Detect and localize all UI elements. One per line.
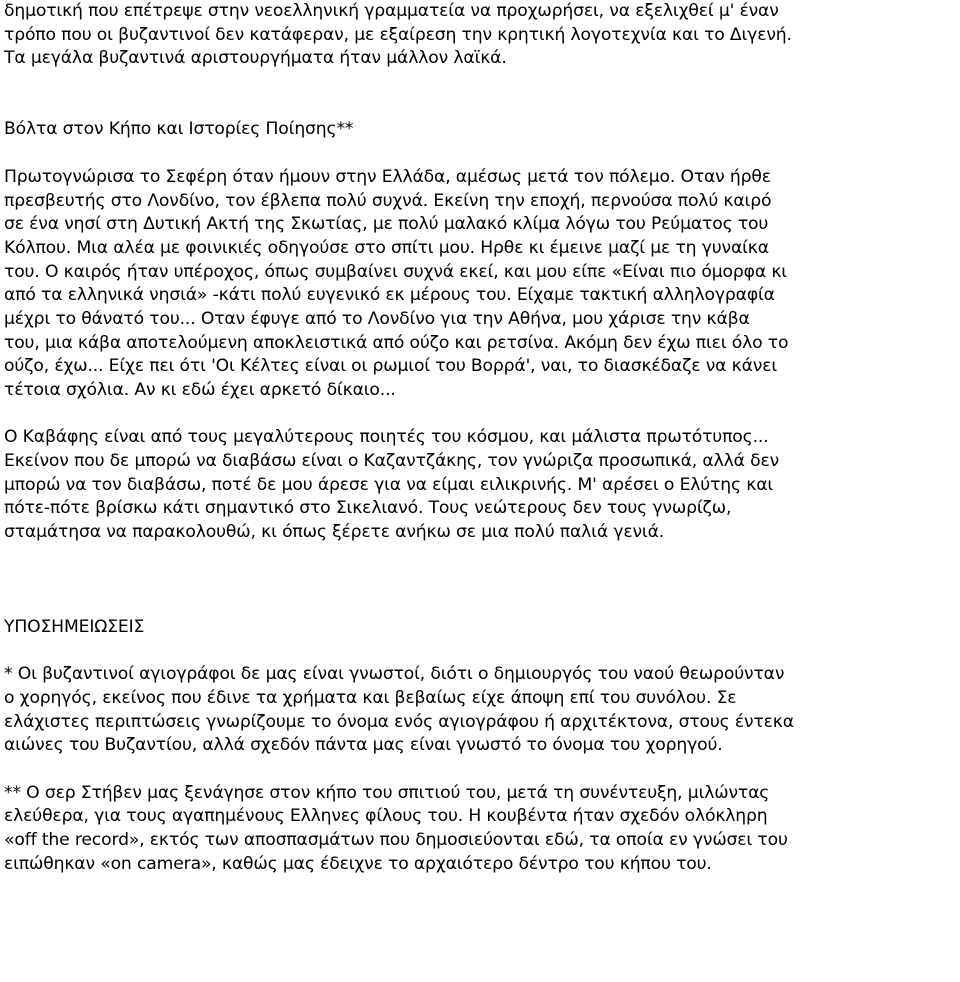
spacer <box>4 640 956 664</box>
text-line: πρεσβευτής στο Λονδίνο, τον έβλεπα πολύ συχνά. Εκείνη την εποχή, περνούσα πολύ καιρό <box>4 190 772 211</box>
spacer <box>4 403 956 427</box>
seferis-paragraph <box>4 166 956 403</box>
text-line: Κόλπου. Μια αλέα με φοινικιές οδηγούσε στο σπίτι μου. Ηρθε κι έμεινε μαζί με τη γυναίκα <box>4 237 769 258</box>
document-page <box>4 0 956 876</box>
text-line: τέτοια σχόλια. Αν κι εδώ έχει αρκετό δίκαιο... <box>4 380 396 401</box>
spacer <box>4 758 956 782</box>
intro-paragraph-tail <box>4 0 956 71</box>
spacer <box>4 71 956 118</box>
text-line: μέχρι το θάνατό του... Οταν έφυγε από το Λονδίνο για την Αθήνα, μου χάρισε την κάβα <box>4 308 750 329</box>
spacer <box>4 545 956 616</box>
text-line: αιώνες του Βυζαντίου, αλλά σχεδόν πάντα μας είναι γνωστό το όνομα του χορηγού. <box>4 735 723 756</box>
text-line: * Οι βυζαντινοί αγιογράφοι δε μας είναι γνωστοί, διότι ο δημιουργός του ναού θεωρούνταν <box>4 664 785 685</box>
text-line: ελάχιστες περιπτώσεις γνωρίζουμε το όνομα ενός αγιογράφου ή αρχιτέκτονα, στους έντεκα <box>4 711 794 732</box>
text-line: σε ένα νησί στη Δυτική Ακτή της Σκωτίας, με πολύ μαλακό κλίμα λόγω του Ρεύματος του <box>4 214 769 235</box>
text-line: σταμάτησα να παρακολουθώ, κι όπως ξέρετε ανήκω σε μια πολύ παλιά γενιά. <box>4 522 665 543</box>
text-line: ο χορηγός, εκείνος που έδινε τα χρήματα και βεβαίως είχε άποψη επί του συνόλου. Σε <box>4 687 737 708</box>
text-line: Ο Καβάφης είναι από τους μεγαλύτερους ποιητές του κόσμου, και μάλιστα πρωτότυπος... <box>4 427 769 448</box>
footnote-1 <box>4 663 956 758</box>
text-line: μπορώ να τον διαβάσω, ποτέ δε μου άρεσε για να είμαι ειλικρινής. Μ' αρέσει ο Ελύτης και <box>4 474 774 495</box>
footnote-2 <box>4 782 956 877</box>
text-line: Εκείνον που δε μπορώ να διαβάσω είναι ο Καζαντζάκης, τον γνώριζα προσωπικά, αλλά δεν <box>4 451 780 472</box>
text-line: δημοτική που επέτρεψε στην νεοελληνική γραμματεία να προχωρήσει, να εξελιχθεί μ' έναν <box>4 1 779 21</box>
text-line: ελεύθερα, για τους αγαπημένους Ελληνες φίλους του. Η κουβέντα ήταν σχεδόν ολόκληρη <box>4 806 768 827</box>
heading-line: Βόλτα στον Κήπο και Ιστορίες Ποίησης** <box>4 119 354 140</box>
heading-line: ΥΠΟΣΗΜΕΙΩΣΕΙΣ <box>4 616 145 637</box>
text-line: από τα ελληνικά νησιά» -κάτι πολύ ευγενικό εκ μέρους του. Είχαμε τακτική αλληλογραφία <box>4 285 775 306</box>
text-line: ειπώθηκαν «on camera», καθώς μας έδειχνε το αρχαιότερο δέντρο του κήπου του. <box>4 853 712 874</box>
text-line: «off the record», εκτός των αποσπασμάτων που δημοσιεύονται εδώ, τα οποία εν γνώσει του <box>4 830 788 851</box>
text-line: Τα μεγάλα βυζαντινά αριστουργήματα ήταν μάλλον λαϊκά. <box>4 48 507 69</box>
text-line: ** Ο σερ Στήβεν μας ξενάγησε στον κήπο του σπιτιού του, μετά τη συνέντευξη, μιλώντας <box>4 782 770 803</box>
text-line: Πρωτογνώρισα το Σεφέρη όταν ήμουν στην Ελλάδα, αμέσως μετά τον πόλεμο. Οταν ήρθε <box>4 166 771 187</box>
text-line: του. Ο καιρός ήταν υπέροχος, όπως συμβαίνει συχνά εκεί, και μου είπε «Είναι πιο όμορφα κι <box>4 261 787 282</box>
text-line: του, μια κάβα αποτελούμενη αποκλειστικά από ούζο και ρετσίνα. Ακόμη δεν έχω πιει όλο το <box>4 332 789 353</box>
section-heading <box>4 118 956 142</box>
cavafy-paragraph <box>4 426 956 544</box>
text-line: πότε-πότε βρίσκω κάτι σημαντικό στο Σικελιανό. Τους νεώτερους δεν τους γνωρίζω, <box>4 498 732 519</box>
spacer <box>4 142 956 166</box>
footnotes-heading <box>4 616 956 640</box>
text-line: τρόπο που οι βυζαντινοί δεν κατάφεραν, με εξαίρεση την κρητική λογοτεχνία και το Διγενή. <box>4 24 792 45</box>
text-line: ούζο, έχω... Είχε πει ότι 'Οι Κέλτες είναι οι ρωμιοί του Βορρά', ναι, το διασκέδαζε να κάνει <box>4 356 778 377</box>
